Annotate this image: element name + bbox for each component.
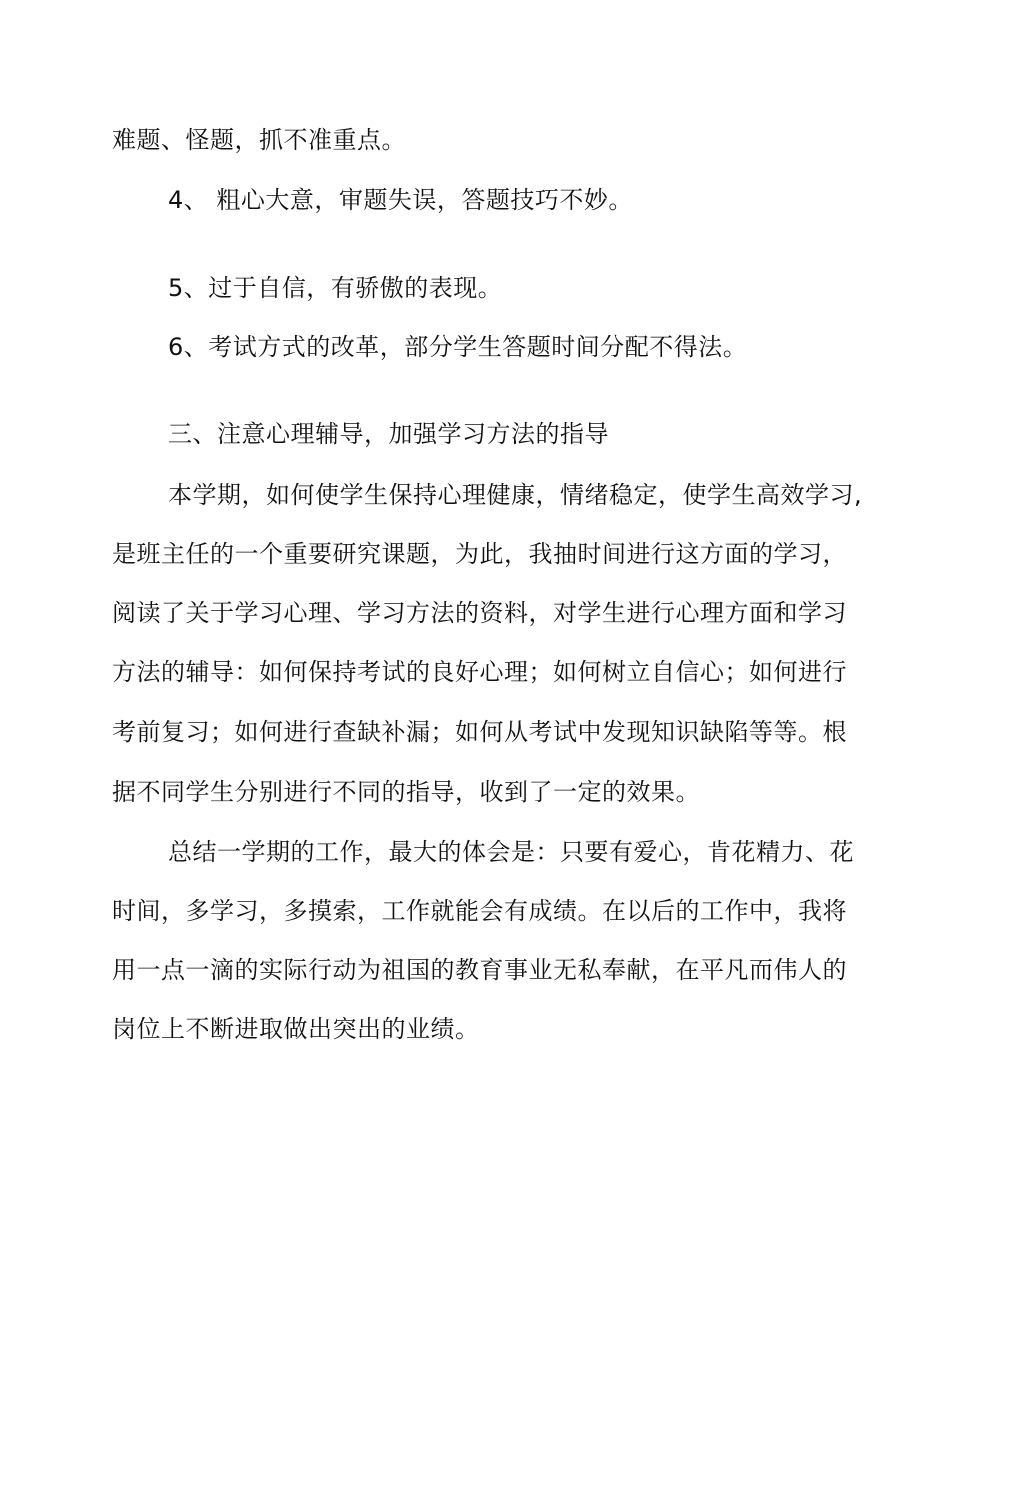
paragraph-line: 方法的辅导：如何保持考试的良好心理；如何树立自信心；如何进行	[112, 658, 847, 686]
paragraph-line: 总结一学期的工作，最大的体会是：只要有爱心，肯花精力、花	[168, 838, 854, 866]
paragraph-line: 据不同学生分别进行不同的指导，收到了一定的效果。	[112, 778, 700, 806]
section-heading: 三、注意心理辅导，加强学习方法的指导	[168, 420, 609, 448]
paragraph-line: 岗位上不断进取做出突出的业绩。	[112, 1015, 480, 1043]
paragraph-line: 用一点一滴的实际行动为祖国的教育事业无私奉献，在平凡而伟人的	[112, 956, 847, 984]
list-item: 5、过于自信，有骄傲的表现。	[168, 274, 503, 302]
list-item: 6、考试方式的改革，部分学生答题时间分配不得法。	[168, 333, 748, 361]
text-line: 难题、怪题，抓不准重点。	[112, 126, 406, 154]
list-item: 4、 粗心大意，审题失误，答题技巧不妙。	[168, 186, 633, 214]
paragraph-line: 是班主任的一个重要研究课题，为此，我抽时间进行这方面的学习，	[112, 540, 847, 568]
paragraph-line: 时间，多学习，多摸索，工作就能会有成绩。在以后的工作中，我将	[112, 897, 847, 925]
paragraph-line: 本学期，如何使学生保持心理健康，情绪稳定，使学生高效学习,	[168, 481, 863, 509]
paragraph-line: 考前复习；如何进行查缺补漏；如何从考试中发现知识缺陷等等。根	[112, 718, 847, 746]
paragraph-line: 阅读了关于学习心理、学习方法的资料，对学生进行心理方面和学习	[112, 599, 847, 627]
